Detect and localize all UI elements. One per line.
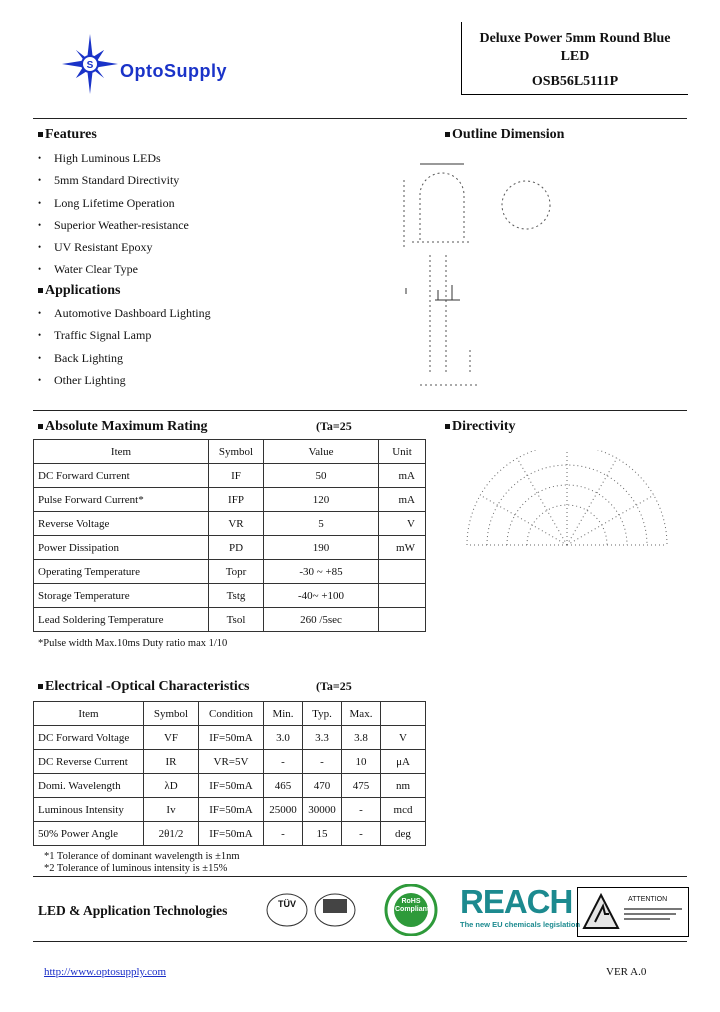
- cell: 190: [264, 536, 379, 560]
- cell: -: [303, 750, 342, 774]
- cell: IF=50mA: [199, 822, 264, 846]
- cell: [379, 608, 426, 632]
- list-item: • Long Lifetime Operation: [38, 195, 175, 210]
- cell: DC Forward Current: [34, 464, 209, 488]
- cell: DC Forward Voltage: [34, 726, 144, 750]
- tuv-label: TÜV: [278, 899, 296, 909]
- cell: IF=50mA: [199, 798, 264, 822]
- cell: 30000: [303, 798, 342, 822]
- cell: 465: [264, 774, 303, 798]
- cell: IF=50mA: [199, 774, 264, 798]
- abs-max-note: *Pulse width Max.10ms Duty ratio max 1/10: [38, 638, 228, 649]
- electro-note-1: *1 Tolerance of dominant wavelength is ±1nm: [44, 851, 240, 862]
- applications-list: [38, 304, 211, 393]
- list-item: • Traffic Signal Lamp: [38, 328, 152, 343]
- cell: μA: [381, 750, 426, 774]
- abs-max-condition: (Ta=25: [316, 419, 352, 433]
- list-item: • Other Lighting: [38, 372, 126, 387]
- table-row: [34, 750, 426, 774]
- cell: [379, 560, 426, 584]
- tuv-badge: [265, 891, 360, 929]
- product-title-line2: LED: [560, 49, 590, 64]
- cell: -: [264, 822, 303, 846]
- cell: 470: [303, 774, 342, 798]
- version-label: VER A.0: [606, 966, 647, 978]
- list-item: • Back Lighting: [38, 350, 123, 365]
- attention-fineprint: [624, 908, 682, 920]
- table-header-row: [34, 702, 426, 726]
- cell: -: [342, 798, 381, 822]
- cell: Reverse Voltage: [34, 512, 209, 536]
- star-logo-icon: [58, 32, 122, 96]
- list-item: • 5mm Standard Directivity: [38, 173, 180, 188]
- cell: 3.8: [342, 726, 381, 750]
- list-item: • Superior Weather-resistance: [38, 217, 189, 232]
- cell: 50: [264, 464, 379, 488]
- cell: IF=50mA: [199, 726, 264, 750]
- svg-text:S: S: [86, 60, 94, 71]
- table-row: [34, 774, 426, 798]
- rohs-label: RoHS Compliant: [395, 898, 430, 913]
- outline-heading: Outline Dimension: [445, 127, 564, 143]
- table-row: [34, 464, 426, 488]
- electro-note-2: *2 Tolerance of luminous intensity is ±15%: [44, 863, 228, 874]
- cell: IFP: [209, 488, 264, 512]
- title-box: [461, 22, 688, 95]
- cell: nm: [381, 774, 426, 798]
- cell: IR: [144, 750, 199, 774]
- cell: -: [264, 750, 303, 774]
- table-row: [34, 608, 426, 632]
- col-header: [381, 702, 426, 726]
- cell: 5: [264, 512, 379, 536]
- esd-warning-icon: [581, 892, 621, 932]
- table-row: [34, 726, 426, 750]
- cell: 3.0: [264, 726, 303, 750]
- cell: DC Reverse Current: [34, 750, 144, 774]
- abs-max-table: [33, 439, 426, 632]
- optosupply-logo: [58, 36, 273, 96]
- table-row: [34, 488, 426, 512]
- cell: V: [379, 512, 426, 536]
- cell: deg: [381, 822, 426, 846]
- col-header: Condition: [199, 702, 264, 726]
- directivity-diagram: [462, 450, 672, 550]
- table-row: [34, 584, 426, 608]
- top-divider: [33, 118, 687, 119]
- cell: Topr: [209, 560, 264, 584]
- footer-bottom-divider: [33, 941, 687, 942]
- electro-heading: Electrical -Optical Characteristics: [38, 679, 249, 695]
- company-name: OptoSupply: [120, 61, 227, 81]
- part-number: OSB56L5111P: [531, 74, 619, 89]
- cell: Pulse Forward Current*: [34, 488, 209, 512]
- col-header: Max.: [342, 702, 381, 726]
- cell: 2θ1/2: [144, 822, 199, 846]
- product-title-line1: Deluxe Power 5mm Round Blue: [479, 31, 671, 46]
- cell: Lead Soldering Temperature: [34, 608, 209, 632]
- cell: Luminous Intensity: [34, 798, 144, 822]
- cell: λD: [144, 774, 199, 798]
- cell: 10: [342, 750, 381, 774]
- cell: PD: [209, 536, 264, 560]
- applications-heading: Applications: [38, 283, 120, 299]
- cell: Tsol: [209, 608, 264, 632]
- list-item: • High Luminous LEDs: [38, 151, 161, 165]
- table-header-row: [34, 440, 426, 464]
- cell: mW: [379, 536, 426, 560]
- table-row: [34, 822, 426, 846]
- cell: 3.3: [303, 726, 342, 750]
- esd-attention-badge: [577, 887, 689, 937]
- cell: -40~ +100: [264, 584, 379, 608]
- table-row: [34, 512, 426, 536]
- website-link[interactable]: http://www.optosupply.com: [44, 966, 167, 978]
- col-header: Item: [34, 440, 209, 464]
- list-item: • Automotive Dashboard Lighting: [38, 306, 211, 320]
- features-list: [38, 149, 189, 283]
- electro-condition: (Ta=25: [316, 679, 352, 693]
- cell: -30 ~ +85: [264, 560, 379, 584]
- tuv-badge-icon: [265, 891, 360, 929]
- cell: mA: [379, 464, 426, 488]
- abs-max-heading: Absolute Maximum Rating: [38, 419, 208, 435]
- cell: 15: [303, 822, 342, 846]
- cell: Domi. Wavelength: [34, 774, 144, 798]
- cell: Tstg: [209, 584, 264, 608]
- col-header: Typ.: [303, 702, 342, 726]
- directivity-heading: Directivity: [445, 419, 516, 435]
- cell: V: [381, 726, 426, 750]
- outline-dimension-drawing: [390, 150, 570, 390]
- footer-top-divider: [33, 876, 687, 877]
- col-header: Min.: [264, 702, 303, 726]
- reach-badge: [460, 883, 581, 936]
- rohs-badge: [377, 884, 445, 936]
- cell: VF: [144, 726, 199, 750]
- list-item: • Water Clear Type: [38, 262, 138, 277]
- cell: mcd: [381, 798, 426, 822]
- cell: 120: [264, 488, 379, 512]
- cell: Storage Temperature: [34, 584, 209, 608]
- cell: Operating Temperature: [34, 560, 209, 584]
- cell: Power Dissipation: [34, 536, 209, 560]
- cell: VR=5V: [199, 750, 264, 774]
- col-header: Unit: [379, 440, 426, 464]
- table-row: [34, 536, 426, 560]
- cell: [379, 584, 426, 608]
- col-header: Symbol: [144, 702, 199, 726]
- features-heading: Features: [38, 127, 97, 143]
- cell: mA: [379, 488, 426, 512]
- cell: -: [342, 822, 381, 846]
- table-row: [34, 798, 426, 822]
- reach-title: REACH: [460, 883, 573, 920]
- col-header: Symbol: [209, 440, 264, 464]
- list-item: • UV Resistant Epoxy: [38, 240, 153, 255]
- cell: 25000: [264, 798, 303, 822]
- cell: 260 /5sec: [264, 608, 379, 632]
- cell: 475: [342, 774, 381, 798]
- reach-subtitle: The new EU chemicals legislation: [460, 920, 581, 929]
- cell: Iv: [144, 798, 199, 822]
- cell: VR: [209, 512, 264, 536]
- cell: 50% Power Angle: [34, 822, 144, 846]
- table-row: [34, 560, 426, 584]
- mid-divider: [33, 410, 687, 411]
- cell: IF: [209, 464, 264, 488]
- electro-table: [33, 701, 426, 846]
- col-header: Item: [34, 702, 144, 726]
- col-header: Value: [264, 440, 379, 464]
- attention-label: ATTENTION: [628, 896, 668, 903]
- footer-company-line: LED & Application Technologies: [38, 903, 228, 918]
